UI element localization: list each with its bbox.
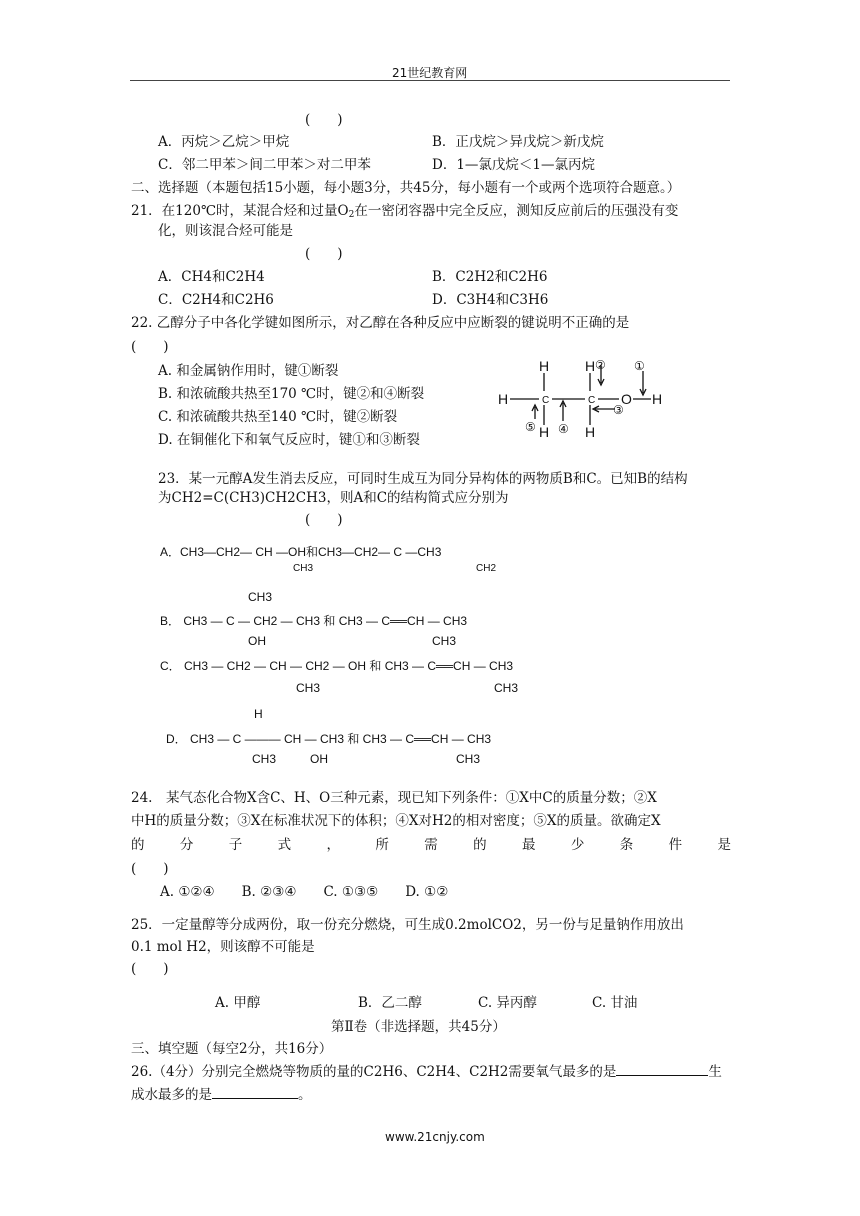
diagram-atom-c2: C	[588, 395, 596, 406]
q23-option-a-branch1: CH3	[293, 563, 314, 574]
q22-stem: 22. 乙醇分子中各化学键如图所示，对乙醇在各种反应中应断裂的键说明不正确的是	[131, 315, 630, 331]
q23-option-c-bot1: CH3	[296, 681, 321, 695]
q22-option-d: D. 在铜催化下和氧气反应时，键①和③断裂	[158, 432, 420, 448]
q20-option-b: B．正戊烷＞异戊烷＞新戊烷	[432, 134, 604, 150]
diagram-atom-h-left: H	[498, 391, 509, 407]
header-site: 21世纪教育网	[392, 66, 468, 80]
q20-paren: ( )	[305, 112, 343, 128]
q26-stem-1a: 26.（4分）分别完全燃烧等物质的量的C2H6、C2H4、C2H2需要氧气最多的是	[131, 1064, 617, 1080]
part2-heading: 第Ⅱ卷（非选择题，共45分）	[331, 1019, 506, 1035]
diagram-atom-h-bot1: H	[539, 424, 550, 440]
diagram-label-5: ⑤	[525, 420, 536, 434]
q23-option-b-bot1: OH	[248, 634, 266, 648]
q23-option-b-bot2: CH3	[432, 634, 457, 648]
q23-stem-line2: 为CH2=C(CH3)CH2CH3，则A和C的结构简式应分别为	[158, 490, 509, 506]
q23-option-d-structure: D． CH3 — C ——— CH — CH3 和 CH3 — C══CH — CH3	[166, 732, 492, 746]
diagram-atom-h-top2: H	[585, 358, 596, 374]
q20-option-d: D．1—氯戊烷＜1—氯丙烷	[432, 157, 596, 173]
q21-option-b: B．C2H2和C2H6	[432, 269, 548, 285]
q26-answer-blank-2[interactable]	[212, 1086, 298, 1099]
q23-paren: ( )	[305, 512, 343, 528]
q24-paren: ( )	[131, 861, 169, 877]
q26-stem-2a: 成水最多的是	[131, 1087, 212, 1103]
q25-paren: ( )	[131, 961, 169, 977]
diagram-label-3: ③	[613, 403, 624, 417]
q23-option-d-top: H	[254, 707, 263, 721]
diagram-label-1: ①	[634, 359, 645, 373]
diagram-label-4: ④	[558, 422, 569, 436]
q26-line1	[131, 1060, 722, 1080]
q21-stem-line2: 化，则该混合烃可能是	[158, 223, 293, 239]
diagram-atom-c1: C	[542, 395, 550, 406]
q26-stem-2b: 。	[298, 1087, 312, 1103]
q25-option-d: C. 甘油	[592, 995, 638, 1011]
q22-option-a: A. 和金属钠作用时，键①断裂	[158, 363, 339, 379]
q21-stem-1b: 在一密闭容器中完全反应，测知反应前后的压强没有变	[354, 203, 679, 219]
q26-stem-1b: 生	[708, 1064, 722, 1080]
q23-option-d-bot3: CH3	[456, 752, 481, 766]
q21-stem-1a: 21．在120℃时，某混合烃和过量O	[131, 203, 349, 219]
q22-option-c: C. 和浓硫酸共热至140 ℃时，键②断裂	[158, 409, 398, 425]
q23-option-b-structure: B． CH3 — C — CH2 — CH3 和 CH3 — C══CH — CH3	[160, 614, 468, 628]
q24-options: A. ①②④ B. ②③④ C. ①③⑤ D. ①②	[160, 884, 449, 900]
q25-option-c: C. 异丙醇	[478, 995, 537, 1011]
diagram-atom-o: O	[621, 391, 632, 407]
q26-line2	[131, 1083, 312, 1103]
diagram-atom-h-top1: H	[539, 358, 550, 374]
q22-option-b: B. 和浓硫酸共热至170 ℃时，键②和④断裂	[158, 386, 425, 402]
q25-stem-line2: 0.1 mol H2，则该醇不可能是	[131, 939, 315, 955]
q25-option-b: B．乙二醇	[358, 995, 422, 1011]
q23-option-d-bot2: OH	[310, 752, 328, 766]
q21-option-d: D．C3H4和C3H6	[432, 292, 549, 308]
section3-heading: 三、填空题（每空2分，共16分）	[131, 1041, 333, 1057]
q24-stem-line1: 24. 某气态化合物X含C、H、O三种元素，现已知下列条件：①X中C的质量分数；②X	[131, 790, 657, 806]
diagram-label-2: ②	[595, 358, 606, 372]
q21-option-c: C．C2H4和C2H6	[158, 292, 274, 308]
q20-option-a: A．丙烷＞乙烷＞甲烷	[158, 134, 290, 150]
q24-stem-line3: 的 分 子 式 ， 所 需 的 最 少 条 件 是	[131, 837, 731, 853]
q23-option-a-branch2: CH2	[476, 563, 497, 574]
q25-option-a: A. 甲醇	[215, 995, 261, 1011]
ethanol-bond-diagram	[495, 355, 675, 440]
q23-option-c-bot2: CH3	[494, 681, 519, 695]
q24-stem-line2: 中H的质量分数；③X在标准状况下的体积；④X对H2的相对密度；⑤X的质量。欲确定X	[131, 813, 661, 829]
header-rule	[130, 80, 730, 81]
diagram-atom-h-bot2: H	[585, 424, 596, 440]
q23-stem-line1: 23．某一元醇A发生消去反应，可同时生成互为同分异构体的两物质B和C。已知B的结构	[158, 471, 688, 487]
q21-stem-line1: 21．在120℃时，某混合烃和过量$O_2$在一密闭容器中完全反应，测知反应前后的压强没有变	[131, 203, 679, 220]
q23-option-b-top: CH3	[248, 590, 273, 604]
q23-option-a-structure: A．CH3—CH2— CH —OH和CH3—CH2— C —CH3	[160, 545, 442, 559]
q23-option-d-bot1: CH3	[252, 752, 277, 766]
q23-option-c-structure: C． CH3 — CH2 — CH — CH2 — OH 和 CH3 — C══CH — CH3	[160, 659, 514, 673]
section2-heading: 二、选择题（本题包括15小题，每小题3分，共45分，每小题有一个或两个选项符合题意。）	[131, 180, 681, 196]
q20-option-c: C．邻二甲苯＞间二甲苯＞对二甲苯	[158, 157, 371, 173]
q26-answer-blank-1[interactable]	[616, 1063, 708, 1076]
q25-stem-line1: 25．一定量醇等分成两份，取一份充分燃烧，可生成0.2molCO2，另一份与足量钠作用放出	[131, 917, 684, 933]
q22-paren: ( )	[131, 339, 169, 355]
diagram-atom-h-right: H	[652, 391, 663, 407]
footer-url: www.21cnjy.com	[385, 1130, 485, 1144]
q21-option-a: A．CH4和C2H4	[158, 269, 265, 285]
q21-paren: ( )	[305, 246, 343, 262]
